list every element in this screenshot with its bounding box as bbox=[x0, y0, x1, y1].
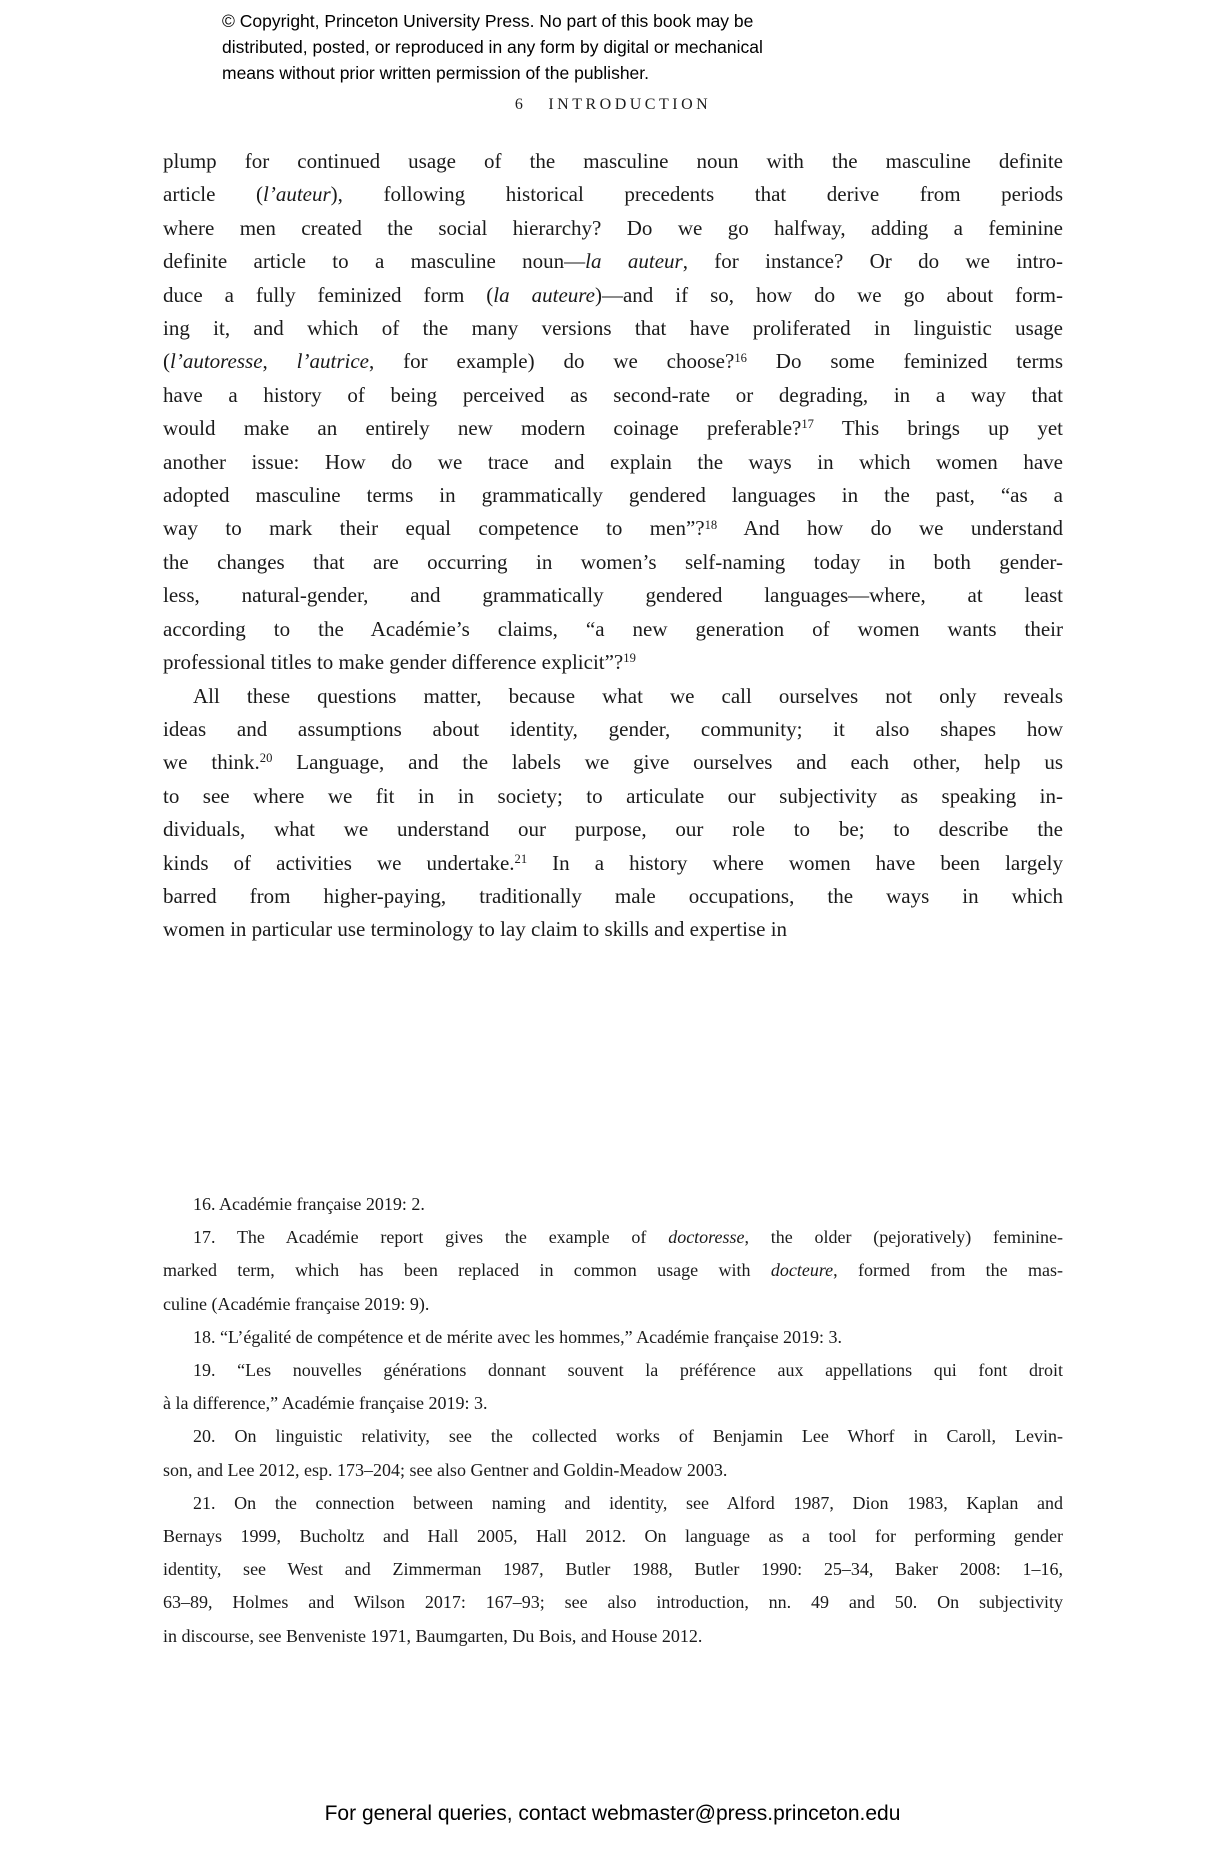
footnote-21 bbox=[163, 1487, 1063, 1653]
text-line: culine (Académie française 2019: 9). bbox=[163, 1293, 430, 1314]
text-line: definite article to a masculine noun—la auteur, for instance? Or do we intro- bbox=[163, 249, 1063, 274]
text-line: professional titles to make gender difference explicit”?$^{19}$ bbox=[163, 650, 636, 675]
text-line: ing it, and which of the many versions that have proliferated in linguistic usage bbox=[163, 316, 1063, 341]
text-line: marked term, which has been replaced in common usage with docteure, formed from the mas- bbox=[163, 1260, 1063, 1281]
text-line: would make an entirely new modern coinage preferable?$^{17}$ This brings up yet bbox=[163, 416, 1063, 441]
running-header bbox=[163, 96, 1063, 114]
footnote-reference: 21 bbox=[514, 851, 528, 866]
footnote-reference: 16 bbox=[734, 350, 747, 365]
text-line: à la difference,” Académie française 2019: 3. bbox=[163, 1393, 488, 1414]
text-line: another issue: How do we trace and explain the ways in which women have bbox=[163, 449, 1063, 474]
footnote-reference: 17 bbox=[801, 417, 814, 432]
text-line: dividuals, what we understand our purpose, our role to be; to describe the bbox=[163, 817, 1063, 842]
footnote-20 bbox=[163, 1420, 1063, 1486]
text-line: identity, see West and Zimmerman 1987, Butler 1988, Butler 1990: 25–34, Baker 2008: 1–16, bbox=[163, 1559, 1063, 1580]
text-line: the changes that are occurring in women’s self-naming today in both gender- bbox=[163, 549, 1063, 574]
text-line: All these questions matter, because what we call ourselves not only reveals bbox=[193, 683, 1063, 708]
text-line: barred from higher-paying, traditionally male occupations, the ways in which bbox=[163, 883, 1063, 908]
body-paragraph bbox=[163, 680, 1063, 947]
text-line: 20. On linguistic relativity, see the collected works of Benjamin Lee Whorf in Caroll, Levin- bbox=[193, 1426, 1063, 1447]
footnote-16 bbox=[163, 1188, 1063, 1221]
text-line: 19. “Les nouvelles générations donnant souvent la préférence aux appellations qui font droit bbox=[193, 1360, 1063, 1381]
text-line: less, natural-gender, and grammatically gendered languages—where, at least bbox=[163, 583, 1063, 608]
text-line: (l’autoresse, l’autrice, for example) do we choose?$^{16}$ Do some feminized terms bbox=[163, 349, 1064, 374]
text-line: kinds of activities we undertake.$^{21}$ In a history where women have been largely bbox=[163, 850, 1063, 875]
text-line: women in particular use terminology to lay claim to skills and expertise in bbox=[163, 917, 788, 942]
text-line: 21. On the connection between naming and identity, see Alford 1987, Dion 1983, Kaplan and bbox=[193, 1492, 1063, 1513]
text-line: plump for continued usage of the masculine noun with the masculine definite bbox=[163, 149, 1063, 173]
text-line: 17. The Académie report gives the example of doctoresse, the older (pejoratively) feminine- bbox=[193, 1227, 1063, 1248]
footnote-reference: 18 bbox=[704, 517, 718, 532]
footnote-reference: 19 bbox=[623, 651, 636, 666]
footnote-reference: 20 bbox=[259, 751, 273, 766]
section-title: INTRODUCTION bbox=[548, 96, 712, 113]
text-line: distributed, posted, or reproduced in any form by digital or mechanical bbox=[222, 37, 763, 57]
footnotes-section bbox=[163, 1188, 1063, 1653]
body-paragraph bbox=[163, 145, 1063, 680]
page-number: 6 bbox=[514, 96, 527, 113]
footnote-18 bbox=[163, 1321, 1063, 1354]
text-line: to see where we fit in in society; to articulate our subjectivity as speaking in- bbox=[163, 783, 1063, 808]
queries-footer: For general queries, contact webmaster@press.princeton.edu bbox=[324, 1802, 901, 1825]
copyright-notice bbox=[222, 8, 763, 86]
text-line: 16. Académie française 2019: 2. bbox=[193, 1194, 425, 1214]
text-line: we think.$^{20}$ Language, and the labels we give ourselves and each other, help us bbox=[163, 750, 1063, 775]
text-line: means without prior written permission of the publisher. bbox=[222, 63, 650, 83]
text-line: Bernays 1999, Bucholtz and Hall 2005, Hall 2012. On language as a tool for performing gender bbox=[163, 1526, 1063, 1547]
text-line: way to mark their equal competence to men”?$^{18}$ And how do we understand bbox=[163, 516, 1063, 541]
footnote-17 bbox=[163, 1221, 1063, 1321]
text-line: son, and Lee 2012, esp. 173–204; see also Gentner and Goldin-Meadow 2003. bbox=[163, 1459, 728, 1480]
text-line: where men created the social hierarchy? Do we go halfway, adding a feminine bbox=[163, 215, 1063, 240]
text-line: article (l’auteur), following historical precedents that derive from periods bbox=[163, 182, 1064, 207]
footnote-19 bbox=[163, 1354, 1063, 1420]
text-line: 18. “L’égalité de compétence et de mérite avec les hommes,” Académie française 2019: 3. bbox=[193, 1326, 843, 1347]
text-line: ideas and assumptions about identity, gender, community; it also shapes how bbox=[163, 716, 1063, 741]
text-line: adopted masculine terms in grammatically gendered languages in the past, “as a bbox=[163, 483, 1063, 508]
text-line: duce a fully feminized form (la auteure)—and if so, how do we go about form- bbox=[163, 282, 1063, 307]
body-text bbox=[163, 145, 1063, 947]
text-line: in discourse, see Benveniste 1971, Baumgarten, Du Bois, and House 2012. bbox=[163, 1625, 703, 1646]
text-line: 63–89, Holmes and Wilson 2017: 167–93; see also introduction, nn. 49 and 50. On subjectivity bbox=[163, 1592, 1063, 1613]
text-line: have a history of being perceived as second-rate or degrading, in a way that bbox=[163, 382, 1063, 407]
text-line: according to the Académie’s claims, “a new generation of women wants their bbox=[163, 616, 1063, 641]
text-line: © Copyright, Princeton University Press. No part of this book may be bbox=[222, 11, 754, 31]
